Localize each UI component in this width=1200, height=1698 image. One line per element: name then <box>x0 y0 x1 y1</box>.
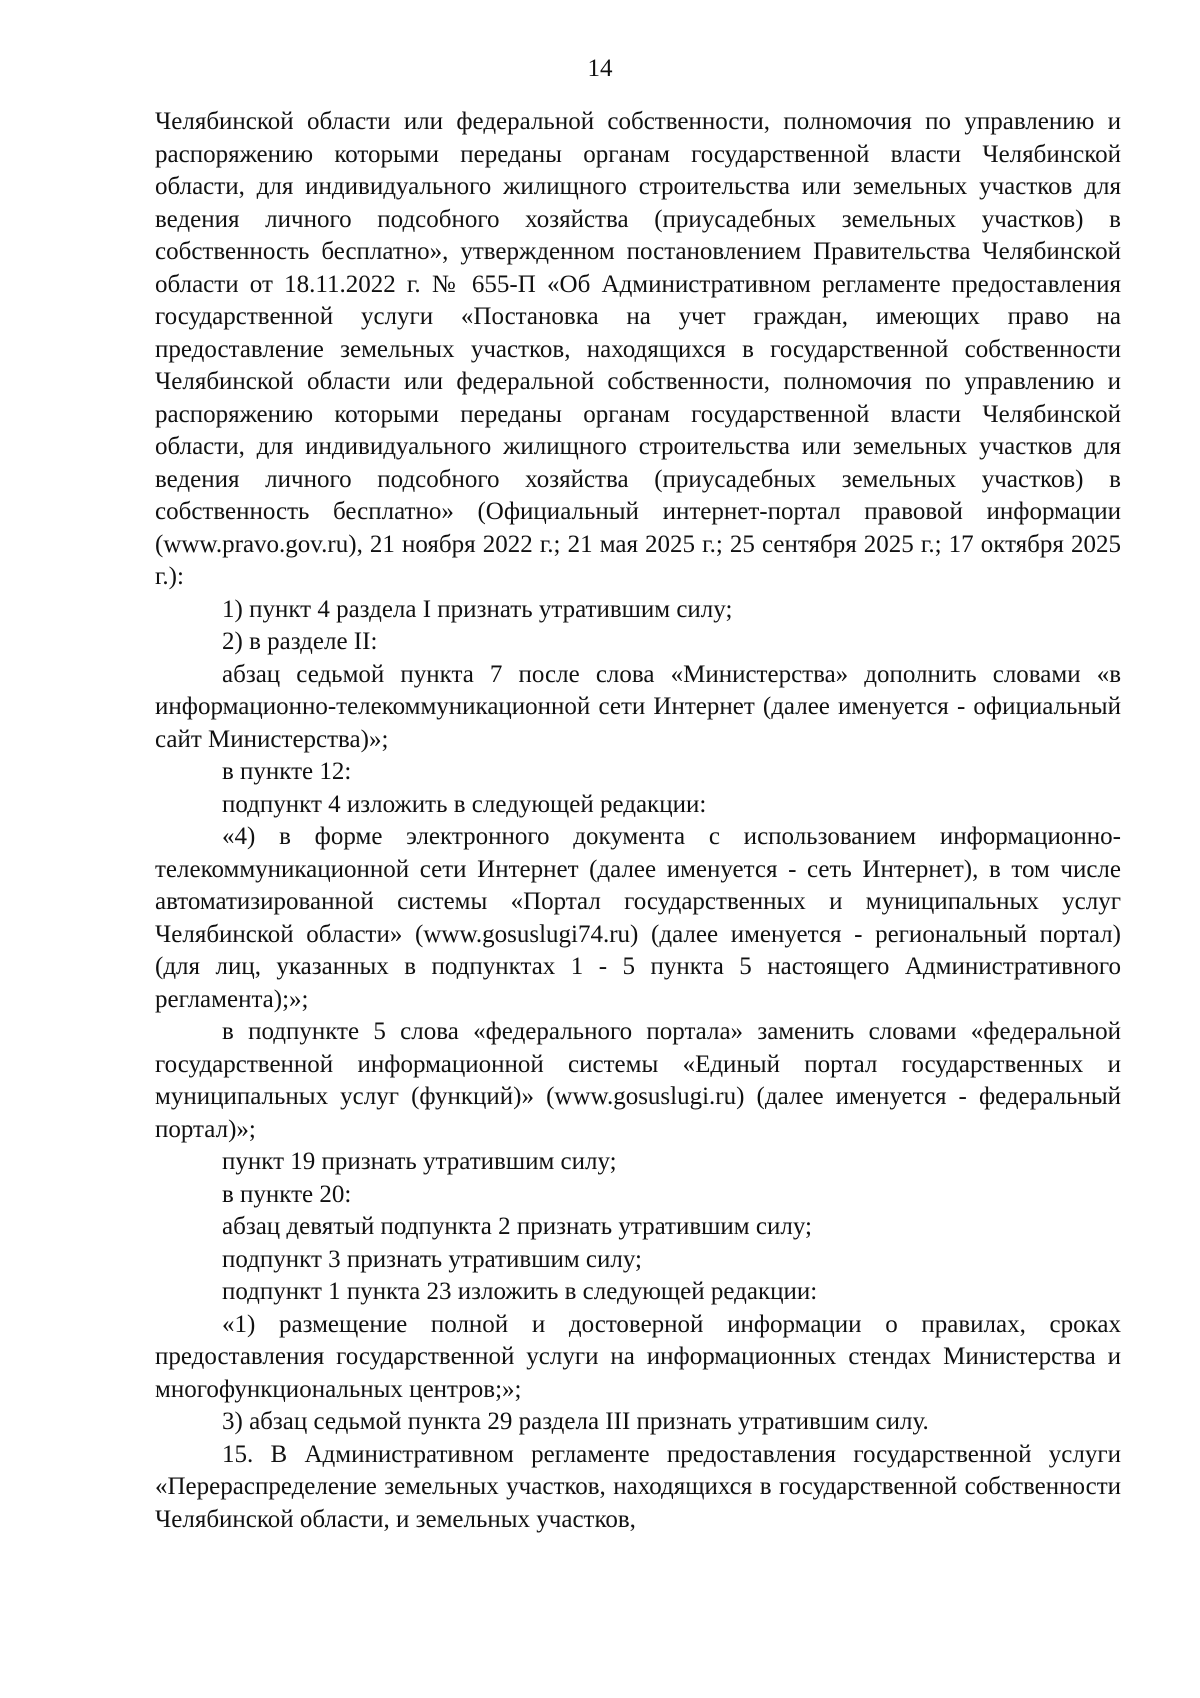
paragraph-point-20-subpoint-2: абзац девятый подпункта 2 признать утратившим силу; <box>222 1213 812 1240</box>
paragraph-point-20: в пункте 20: <box>222 1180 352 1208</box>
paragraph-item-2: 2) в разделе II: <box>222 628 378 655</box>
paragraph-item-1: 1) пункт 4 раздела I признать утратившим силу; <box>222 595 733 623</box>
paragraph-subpoint-5: в подпункте 5 слова «федерального портала» заменить словами «федеральной государственной информационной системы «Единый портал государственных и муниципальных услуг (функций)» (www.gosuslugi.ru) (далее именуется - федеральный портал)»; <box>155 1018 1121 1143</box>
paragraph-point-23-intro: подпункт 1 пункта 23 изложить в следующей редакции: <box>222 1278 818 1305</box>
paragraph-point-12: в пункте 12: <box>222 758 352 785</box>
paragraph-point-23-text: «1) размещение полной и достоверной информации о правилах, сроках предоставления государственной услуги на информационных стендах Министерства и многофункциональных центров;»; <box>155 1310 1121 1403</box>
paragraph-item-3: 3) абзац седьмой пункта 29 раздела III признать утратившим силу. <box>222 1408 929 1435</box>
paragraph-point-20-subpoint-3: подпункт 3 признать утратившим силу; <box>222 1245 642 1273</box>
paragraph-point-19: пункт 19 признать утратившим силу; <box>222 1148 617 1175</box>
document-body <box>155 106 1121 1536</box>
paragraph-subpoint-4-text: «4) в форме электронного документа с использованием информационно-телекоммуникационной сети Интернет (далее именуется - сеть Интернет), в том числе автоматизированной системы «Портал государственных и муниципальных услуг Челябинской области» (www.gosuslugi74.ru) (далее именуется - региональный портал) (для лиц, указанных в подпунктах 1 - 5 пункта 5 настоящего Административного регламента);»; <box>155 823 1121 1013</box>
paragraph-continuation: Челябинской области или федеральной собственности, полномочия по управлению и распоряжению которыми переданы органам государственной власти Челябинской области, для индивидуального жилищного строительства или земельных участков для ведения личного подсобного хозяйства (приусадебных земельных участков) в собственность бесплатно», утвержденном постановлением Правительства Челябинской области от 18.11.2022 г. № 655-П «Об Административном регламенте предоставления государственной услуги «Постановка на учет граждан, имеющих право на предоставление земельных участков, находящихся в государственной собственности Челябинской области или федеральной собственности, полномочия по управлению и распоряжению которыми переданы органам государственной власти Челябинской области, для индивидуального жилищного строительства или земельных участков для ведения личного подсобного хозяйства (приусадебных земельных участков) в собственность бесплатно» (Официальный интернет-портал правовой информации (www.pravo.gov.ru), 21 ноября 2022 г.; 21 мая 2025 г.; 25 сентября 2025 г.; 17 октября 2025 г.): <box>155 108 1121 590</box>
paragraph-point-7: абзац седьмой пункта 7 после слова «Министерства» дополнить словами «в информационно-телекоммуникационной сети Интернет (далее именуется - официальный сайт Министерства)»; <box>155 660 1121 753</box>
paragraph-subpoint-4-intro: подпункт 4 изложить в следующей редакции: <box>222 790 707 818</box>
page-number: 14 <box>587 55 613 82</box>
paragraph-section-15: 15. В Административном регламенте предоставления государственной услуги «Перераспределение земельных участков, находящихся в государственной собственности Челябинской области, и земельных участков, <box>155 1440 1121 1533</box>
